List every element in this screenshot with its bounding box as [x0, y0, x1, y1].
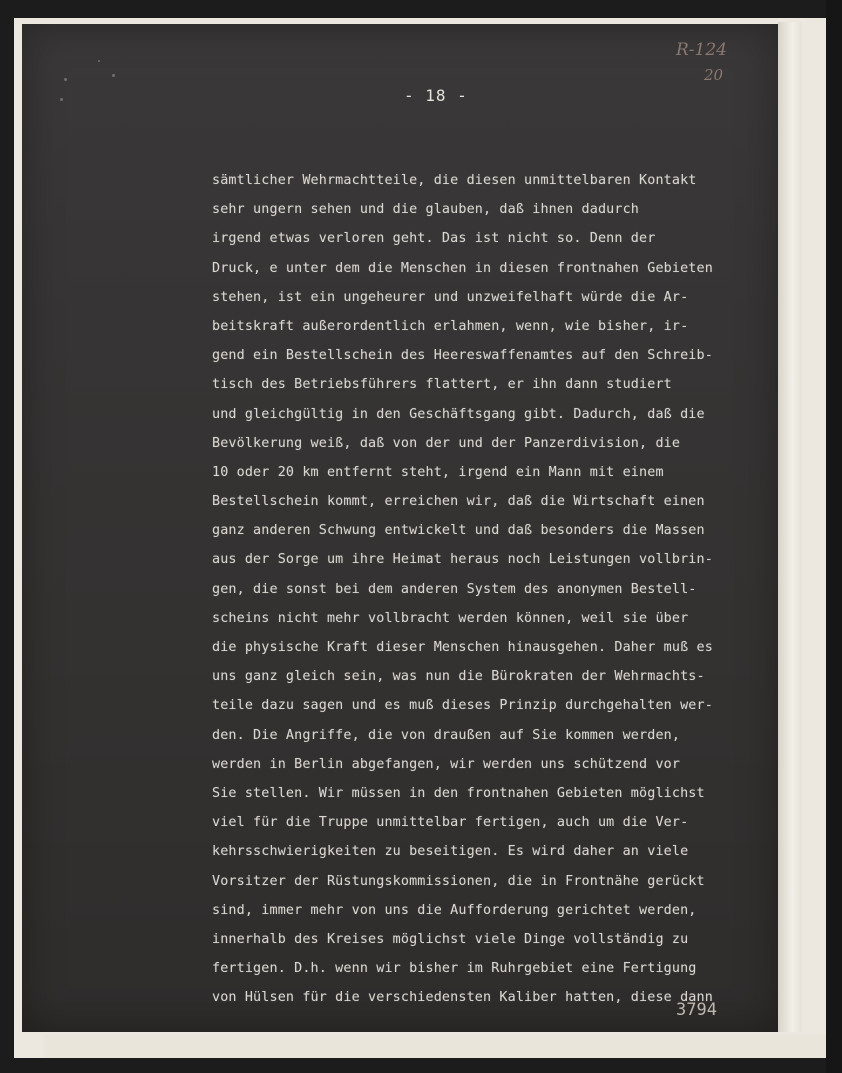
text-line: von Hülsen für die verschiedensten Kaliber hatten, diese dann: [212, 990, 713, 1006]
handwritten-archive-mark: R-124: [676, 40, 727, 60]
text-line: gend ein Bestellschein des Heereswaffenamtes auf den Schreib-: [212, 348, 713, 364]
bottom-paper-strip: [44, 1034, 826, 1058]
text-line: Bevölkerung weiß, daß von der und der Panzerdivision, die: [212, 435, 681, 451]
dust-speck: [64, 78, 67, 81]
text-line: scheins nicht mehr vollbracht werden können, weil sie über: [212, 610, 689, 626]
dust-speck: [98, 60, 100, 62]
text-line: beitskraft außerordentlich erlahmen, wenn, wie bisher, ir-: [212, 318, 689, 334]
text-line: tisch des Betriebsführers flattert, er ihn dann studiert: [212, 377, 672, 393]
text-line: sehr ungern sehen und die glauben, daß ihnen dadurch: [212, 202, 640, 218]
text-line: Druck, e unter dem die Menschen in diesen frontnahen Gebieten: [212, 260, 713, 276]
text-line: sind, immer mehr von uns die Aufforderung gerichtet werden,: [212, 902, 697, 918]
text-line: Sie stellen. Wir müssen in den frontnahen Gebieten möglichst: [212, 785, 705, 801]
text-line: Bestellschein kommt, erreichen wir, daß die Wirtschaft einen: [212, 494, 705, 510]
text-line: werden in Berlin abgefangen, wir werden uns schützend vor: [212, 756, 681, 772]
text-line: aus der Sorge um ihre Heimat heraus noch Leistungen vollbrin-: [212, 552, 713, 568]
text-line: uns ganz gleich sein, was nun die Bürokraten der Wehrmachts-: [212, 669, 705, 685]
text-line: sämtlicher Wehrmachtteile, die diesen unmittelbaren Kontakt: [212, 173, 697, 188]
text-line: 10 oder 20 km entfernt steht, irgend ein Mann mit einem: [212, 464, 664, 480]
text-line: viel für die Truppe unmittelbar fertigen, auch um die Ver-: [212, 815, 689, 831]
text-line: irgend etwas verloren geht. Das ist nicht so. Denn der: [212, 231, 656, 247]
dust-speck: [60, 98, 63, 101]
text-line: den. Die Angriffe, die von draußen auf Sie kommen werden,: [212, 727, 681, 743]
body-text: [212, 166, 772, 1012]
text-line: ganz anderen Schwung entwickelt und daß besonders die Massen: [212, 523, 705, 539]
text-line: die physische Kraft dieser Menschen hinausgehen. Daher muß es: [212, 640, 713, 655]
text-line: gen, die sonst bei dem anderen System des anonymen Bestell-: [212, 581, 697, 597]
page-edge-strip: [778, 22, 802, 1032]
text-line: innerhalb des Kreises möglichst viele Dinge vollständig zu: [212, 931, 689, 947]
dust-speck: [112, 74, 115, 77]
text-line: und gleichgültig in den Geschäftsgang gibt. Dadurch, daß die: [212, 406, 705, 422]
text-line: kehrsschwierigkeiten zu beseitigen. Es wird daher an viele: [212, 844, 689, 860]
text-line: fertigen. D.h. wenn wir bisher im Ruhrgebiet eine Fertigung: [212, 961, 697, 977]
text-line: Vorsitzer der Rüstungskommissionen, die in Frontnähe gerückt: [212, 873, 705, 889]
scan-border: [826, 0, 842, 1073]
document-number: 3794: [676, 1000, 717, 1020]
page-number: - 18 -: [404, 86, 468, 105]
text-line: teile dazu sagen und es muß dieses Prinzip durchgehalten wer-: [212, 698, 713, 714]
handwritten-page-mark: 20: [704, 66, 724, 84]
text-line: stehen, ist ein ungeheurer und unzweifelhaft würde die Ar-: [212, 289, 689, 305]
